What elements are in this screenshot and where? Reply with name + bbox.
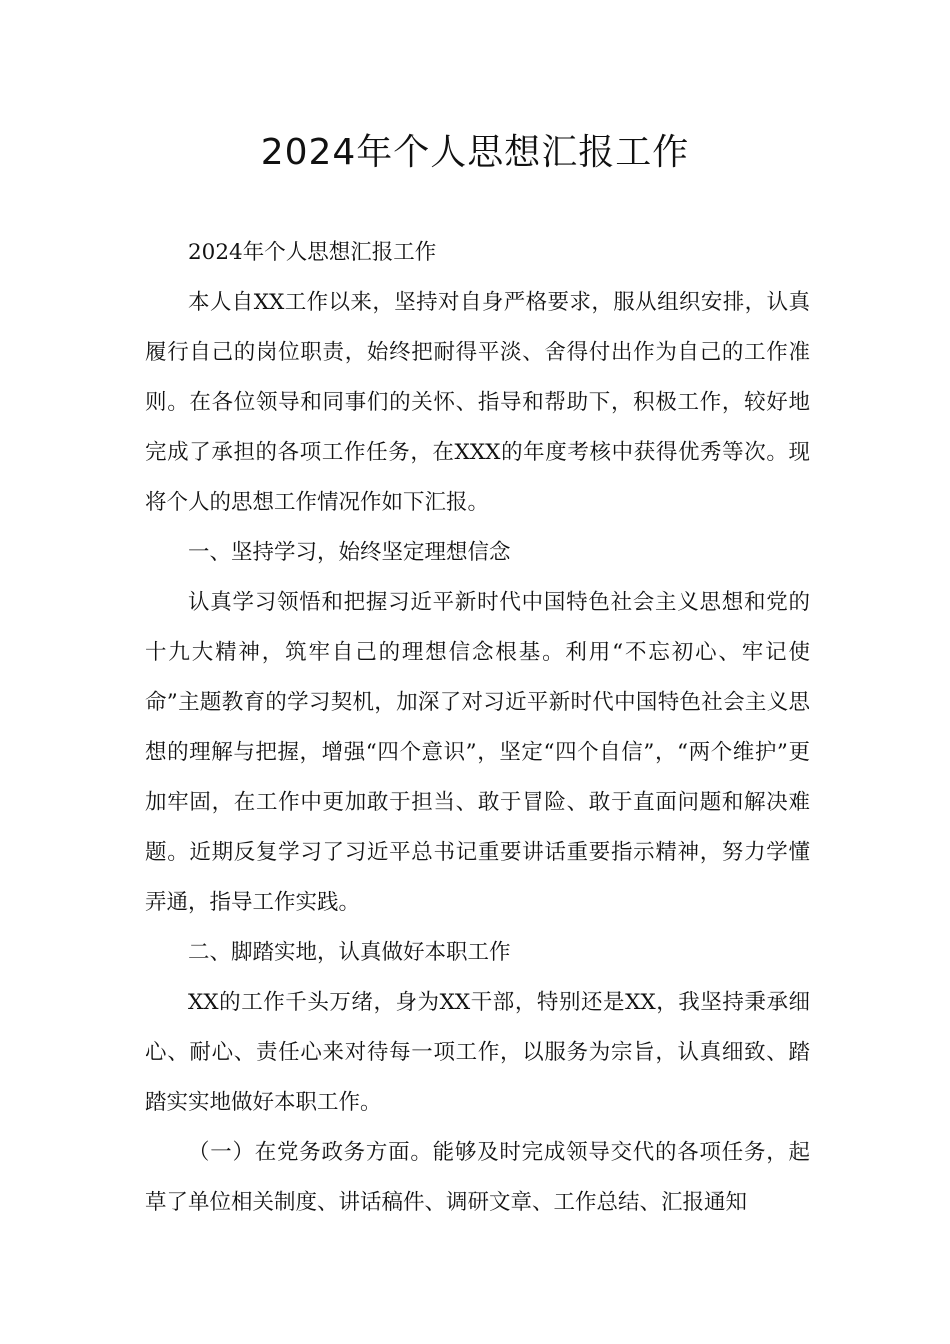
section-heading-1: 一、坚持学习，始终坚定理想信念 [188,540,511,565]
document-body [145,228,810,1228]
section-2-paragraph: XX的工作千头万绪，身为XX干部，特别还是XX，我坚持秉承细心、耐心、责任心来对待每一项工作，以服务为宗旨，认真细致、踏踏实实地做好本职工作。 [145,990,810,1115]
section-heading-2: 二、脚踏实地，认真做好本职工作 [188,940,511,965]
subtitle-paragraph: 2024年个人思想汇报工作 [188,240,437,265]
section-1-paragraph: 认真学习领悟和把握习近平新时代中国特色社会主义思想和党的十九大精神，筑牢自己的理想信念根基。利用“不忘初心、牢记使命”主题教育的学习契机，加深了对习近平新时代中国特色社会主义思想的理解与把握，增强“四个意识”，坚定“四个自信”，“两个维护”更加牢固，在工作中更加敢于担当、敢于冒险、敢于直面问题和解决难题。近期反复学习了习近平总书记重要讲话重要指示精神，努力学懂弄通，指导工作实践。 [145,590,810,915]
subsection-1-paragraph: （一）在党务政务方面。能够及时完成领导交代的各项任务，起草了单位相关制度、讲话稿件、调研文章、工作总结、汇报通知 [145,1140,810,1215]
document-title: 2024年个人思想汇报工作 [260,132,690,173]
intro-paragraph: 本人自XX工作以来，坚持对自身严格要求，服从组织安排，认真履行自己的岗位职责，始终把耐得平淡、舍得付出作为自己的工作准则。在各位领导和同事们的关怀、指导和帮助下，积极工作，较好地完成了承担的各项工作任务，在XXX的年度考核中获得优秀等次。现将个人的思想工作情况作如下汇报。 [145,290,810,515]
